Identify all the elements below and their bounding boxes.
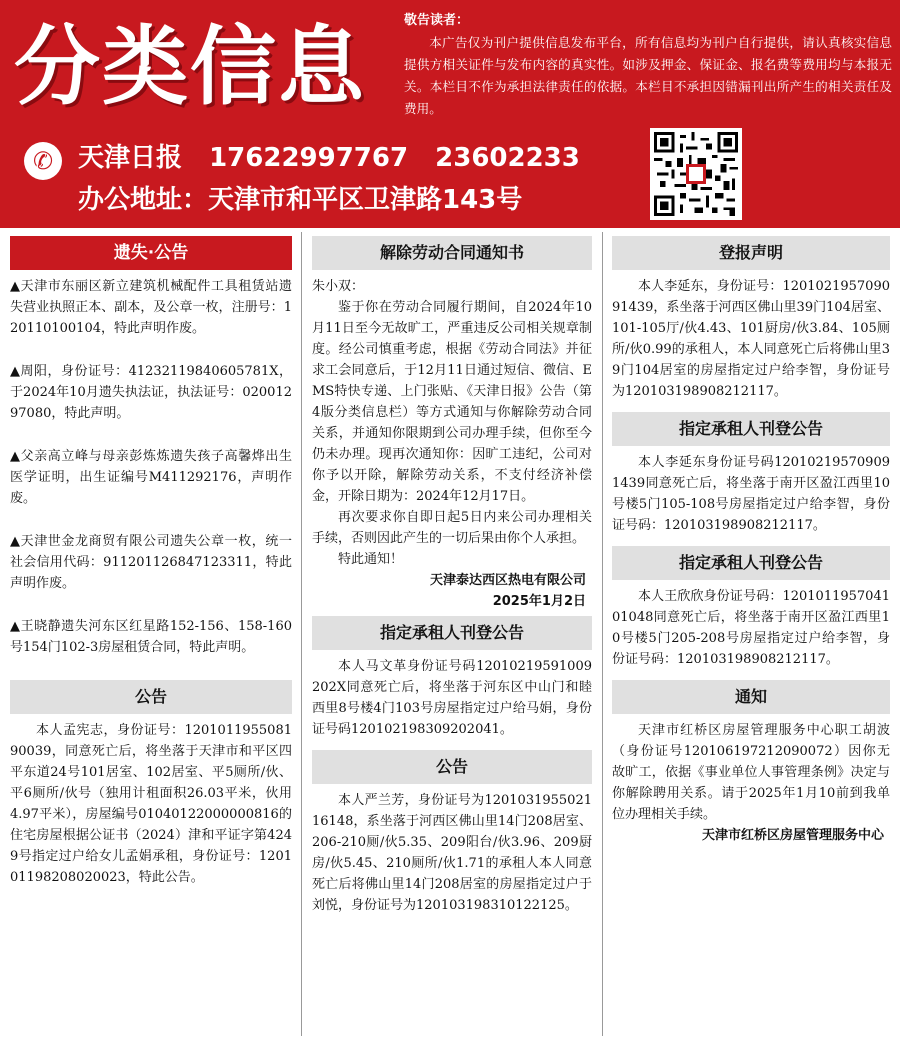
classified-columns [0,228,900,1040]
reader-notice [404,10,892,120]
qr-code-icon[interactable] [650,128,742,220]
notification-text: 天津市红桥区房屋管理服务中心职工胡波（身份证号120106197212090072）因你无故旷工，依据《事业单位人事管理条例》决定与你解除聘用关系。请于2025年1月10前到我单位办理相关手续。 [612,723,890,822]
phone-number-1[interactable]: 17622997767 [209,143,409,173]
section-title-tenant: 指定承租人刊登公告 [312,616,592,650]
statement-text: 本人李延东，身份证号：120102195709091439，系坐落于河西区佛山里39门104居室、101-105厅/伙4.43、101厨房/伙3.84、105厕所/伙0.99的承租人，本人同意死亡后将佛山里39门104居室的房屋指定过户给李智，身份证号为120103198908212117。 [612,279,890,399]
tenant-notice-text: 本人马文革身份证号码12010219591009202X同意死亡后，将坐落于河东区中山门和睦西里8号楼4门103号房屋指定过户给马娟，身份证号码120102198309202041。 [312,659,592,737]
column-middle [312,228,592,1040]
termination-date: 2025年1月2日 [492,594,586,609]
section-title-tenant: 指定承租人刊登公告 [612,412,890,446]
termination-signer: 天津泰达西区热电有限公司 [429,573,586,588]
termination-closing: 特此通知！ [338,552,404,567]
column-left [10,228,292,1040]
contact-block [24,138,634,222]
lost-item: ▲天津市东丽区新立建筑机械配件工具租赁站遗失营业执照正本、副本，及公章一枚，注册号：120110100104，特此声明作废。 [10,279,292,336]
header-banner [0,0,900,228]
column-divider [301,232,302,1036]
section-logo: 分类信息 [14,17,366,117]
section-title-termination: 解除劳动合同通知书 [312,236,592,270]
notice-title: 敬告读者： [404,13,470,28]
phone-icon: ✆ [24,142,62,180]
notice-text: 本人孟宪志，身份证号：120101195508190039，同意死亡后，将坐落于天津市和平区四平东道24号101居室、102居室、平5厕所/伙、平6厕所/伙号（独用计租面积26.03平米，伙用4.97平米），房屋编号01040122000000816的住宅房屋根据公证书（2024）津和平证字第4249号指定过户给女儿孟娟承租，身份证号：120101198208020023，特此公告。 [10,723,292,885]
notice-body: 本广告仅为刊户提供信息发布平台，所有信息均为刊户自行提供，请认真核实信息提供方相关证件与发布内容的真实性。如涉及押金、保证金、报名费等费用均与本报无关。本栏目不作为承担法律责任的依据。本栏目不承担因错漏刊出所产生的相关责任及费用。 [404,35,892,116]
section-title-statement: 登报声明 [612,236,890,270]
contact-name: 天津日报 [78,143,183,173]
tenant-notice-text: 本人王欣欣身份证号码：120101195704101048同意死亡后，将坐落于南开区盈江西里10号楼5门205-208号房屋指定过户给李智，身份证号码：120103198908212117。 [612,589,890,667]
notice-text: 本人严兰芳，身份证号为120103195502116148，系坐落于河西区佛山里14门208居室、206-210厕/伙5.35、209阳台/伙3.96、209厨房/伙5.45、210厕所/伙1.71的承租人本人同意死亡后将佛山里14门208居室的房屋指定过户于刘悦，身份证号为120103198310122125。 [312,793,592,913]
contact-phones [78,138,598,178]
section-title-notification: 通知 [612,680,890,714]
notification-signer: 天津市红桥区房屋管理服务中心 [701,828,884,843]
section-title-notice: 公告 [312,750,592,784]
phone-number-2[interactable]: 23602233 [435,143,580,173]
section-title-notice: 公告 [10,680,292,714]
tenant-notice-text: 本人李延东身份证号码120102195709091439同意死亡后，将坐落于南开区盈江西里10号楼5门105-108号房屋指定过户给李智，身份证号码：120103198908212117。 [612,455,890,533]
termination-body: 鉴于你在劳动合同履行期间，自2024年10月11日至今无故旷工，严重违反公司相关规章制度。经公司慎重考虑，根据《劳动合同法》并征求工会同意后，于12月11日通过短信、微信、EMS特快专递、上门张贴、《天津日报》公告（第4版分类信息栏）等方式通知与你解除劳动合同关系，并通知你限期到公司办理手续，但你至今仍未办理。现再次通知你：因旷工违纪，公司对你予以开除，解除劳动关系，不支付经济补偿金，开除日期为：2024年12月17日。 [312,300,592,504]
section-title-tenant: 指定承租人刊登公告 [612,546,890,580]
termination-salutation: 朱小双： [312,279,365,294]
termination-body-2: 再次要求你自即日起5日内来公司办理相关手续，否则因此产生的一切后果由你个人承担。 [312,510,592,546]
lost-item: ▲周阳，身份证号：41232119840605781X，于2024年10月遗失执法证，执法证号：02001297080，特此声明。 [10,364,292,421]
lost-item: ▲王晓静遗失河东区红星路152-156、158-160号154门102-3房屋租赁合同，特此声明。 [10,619,292,655]
column-divider [602,232,603,1036]
section-title-lost: 遗失·公告 [10,236,292,270]
lost-item: ▲天津世金龙商贸有限公司遗失公章一枚，统一社会信用代码：911201126847123311，特此声明作废。 [10,534,292,591]
office-address: 办公地址：天津市和平区卫津路143号 [78,185,523,215]
column-right [612,228,890,1040]
lost-item: ▲父亲高立峰与母亲彭炼炼遗失孩子高馨烨出生医学证明，出生证编号M411292176，声明作废。 [10,449,292,506]
